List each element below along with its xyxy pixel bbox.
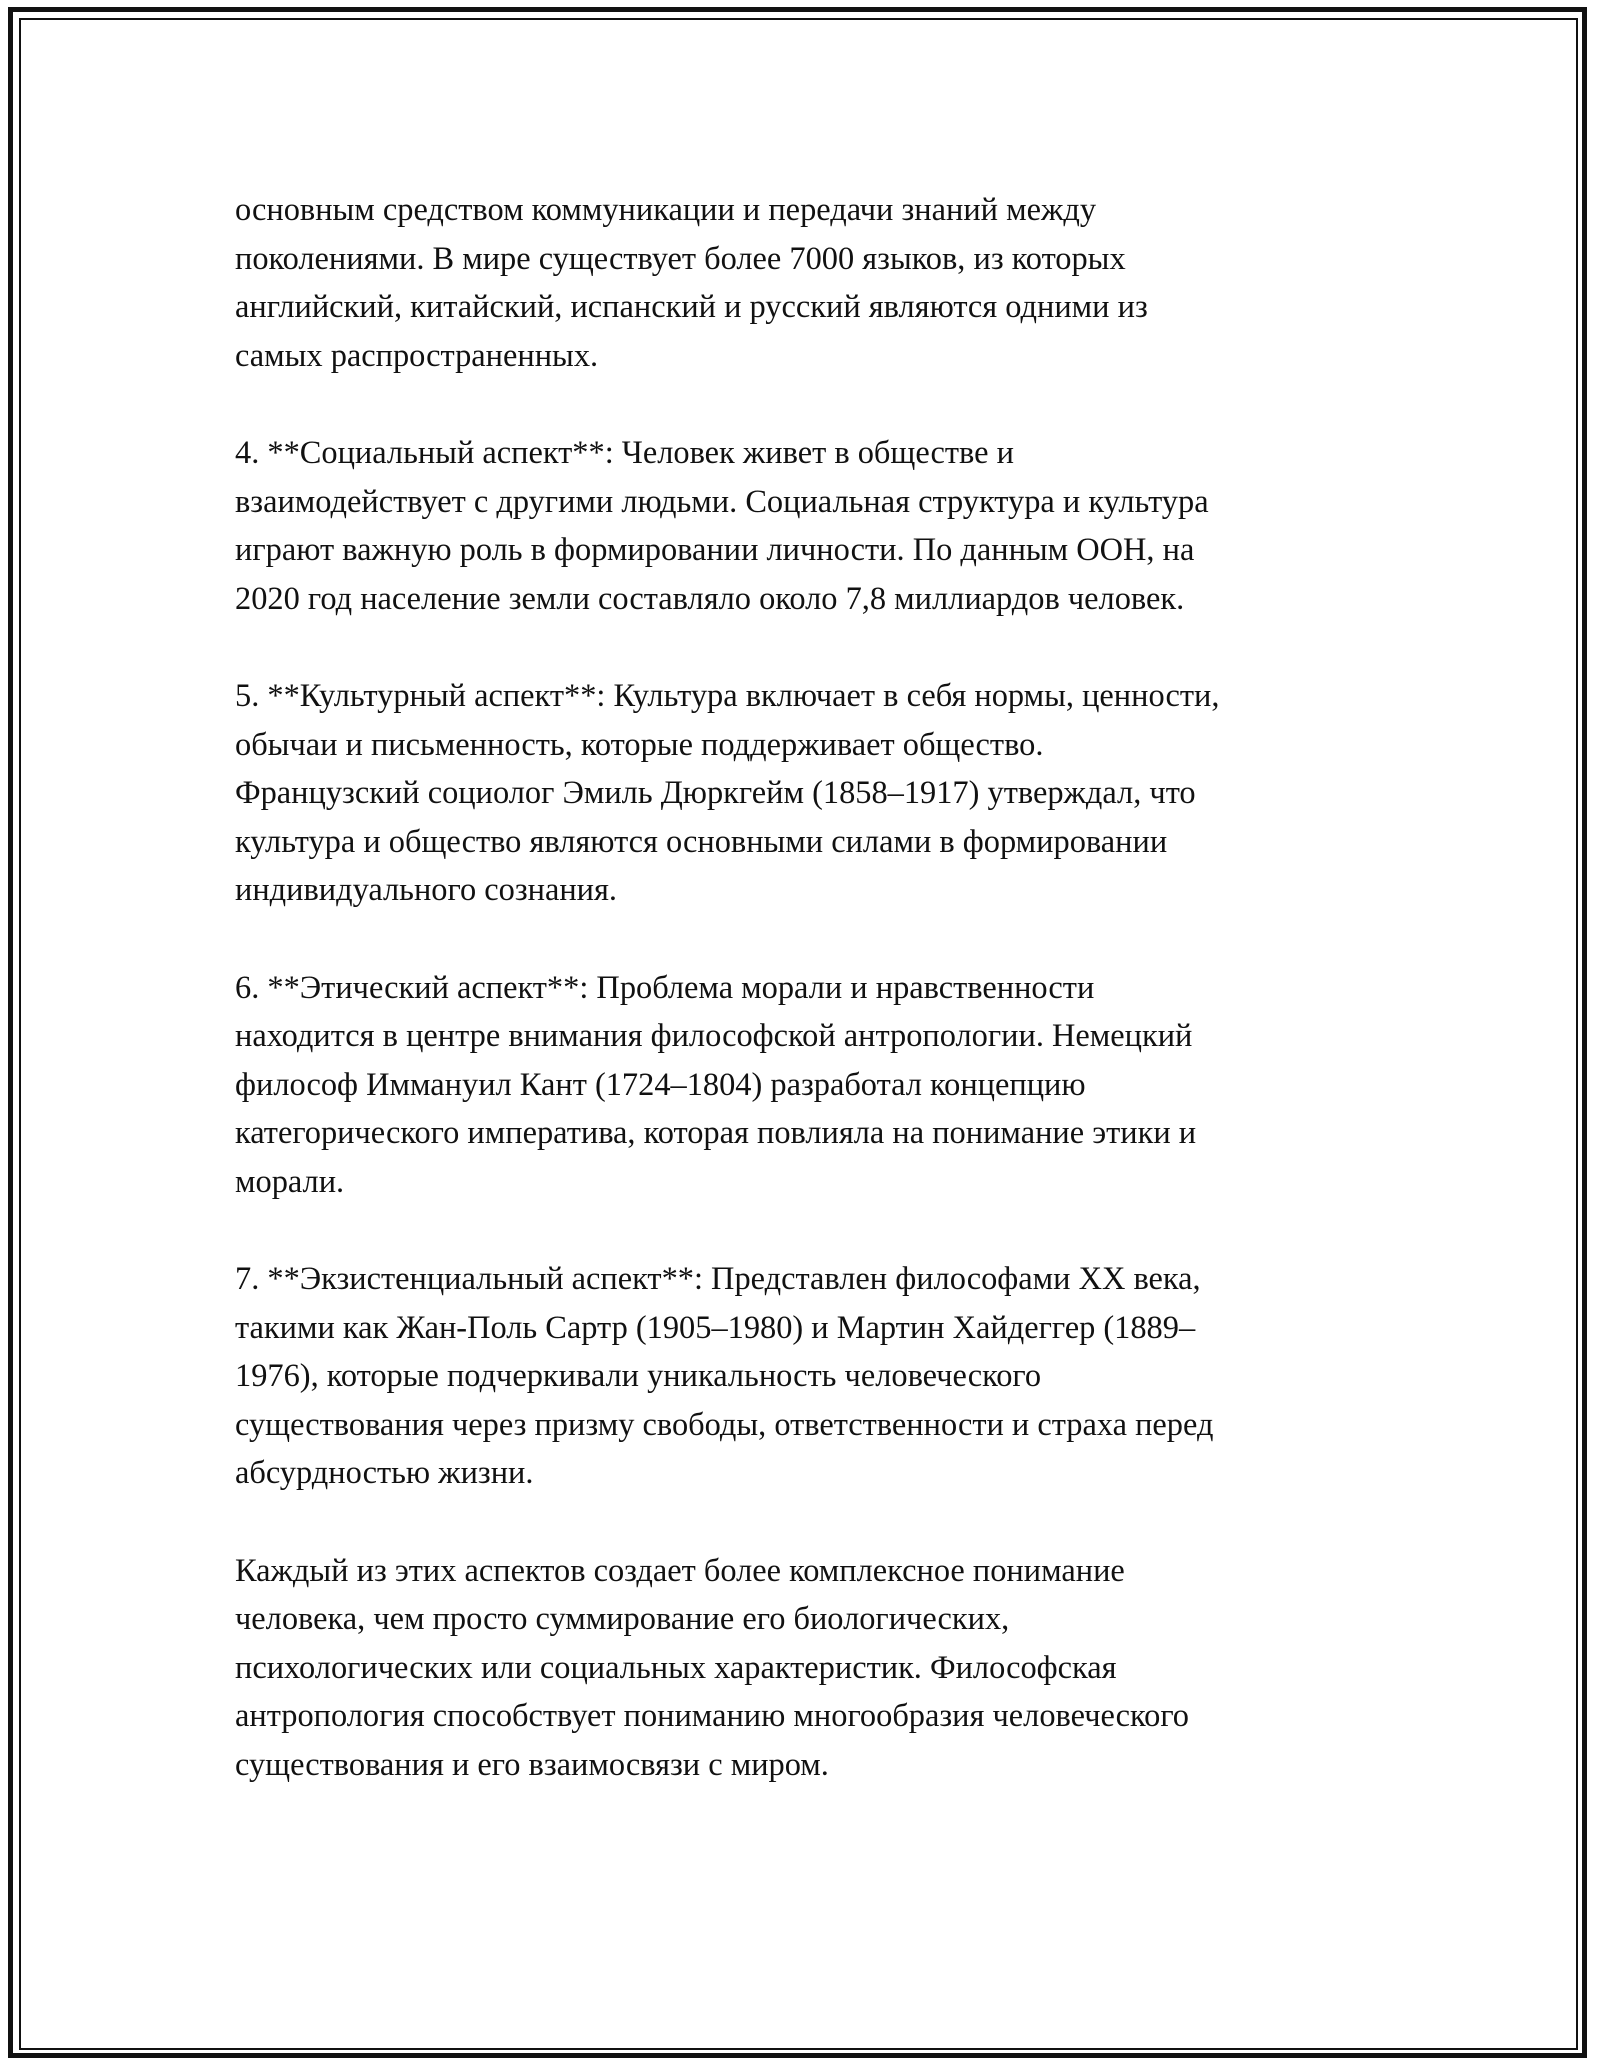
paragraph-conclusion: Каждый из этих аспектов создает более комплексное понимание человека, чем просто суммирование его биологических, психологических или социальных характеристик. Философская антропология способствует пониманию многообразия человеческого существования и его взаимосвязи с миром. [235, 1552, 1190, 1783]
paragraph-social-aspect: 4. **Социальный аспект**: Человек живет в обществе и взаимодействует с другими людьми. Социальная структура и культура играют важную роль в формировании личности. По данным ООН, на 2020 год население земли составляло около 7,8 миллиардов человек. [235, 435, 1209, 617]
paragraph-existential-aspect: 7. **Экзистенциальный аспект**: Представлен философами XX века, такими как Жан-Поль Сартр (1905–1980) и Мартин Хайдеггер (1889– 1976), которые подчеркивали уникальность человеческого существования через призму свободы, ответственности и страха перед абсурдностью жизни. [235, 1261, 1214, 1491]
document-body [235, 186, 1385, 1838]
paragraph-cultural-aspect: 5. **Культурный аспект**: Культура включает в себя нормы, ценности, обычаи и письменность, которые поддерживает общество. Французский социолог Эмиль Дюркгейм (1858–1917) утверждал, что культура и общество являются основными силами в формировании индивидуального сознания. [235, 678, 1220, 908]
paragraph-intro-continuation: основным средством коммуникации и передачи знаний между поколениями. В мире существует более 7000 языков, из которых английский, китайский, испанский и русский являются одними из самых распространенных. [235, 192, 1148, 374]
paragraph-ethical-aspect: 6. **Этический аспект**: Проблема морали и нравственности находится в центре внимания философской антропологии. Немецкий философ Иммануил Кант (1724–1804) разработал концепцию категорического императива, которая повлияла на понимание этики и морали. [235, 969, 1197, 1200]
